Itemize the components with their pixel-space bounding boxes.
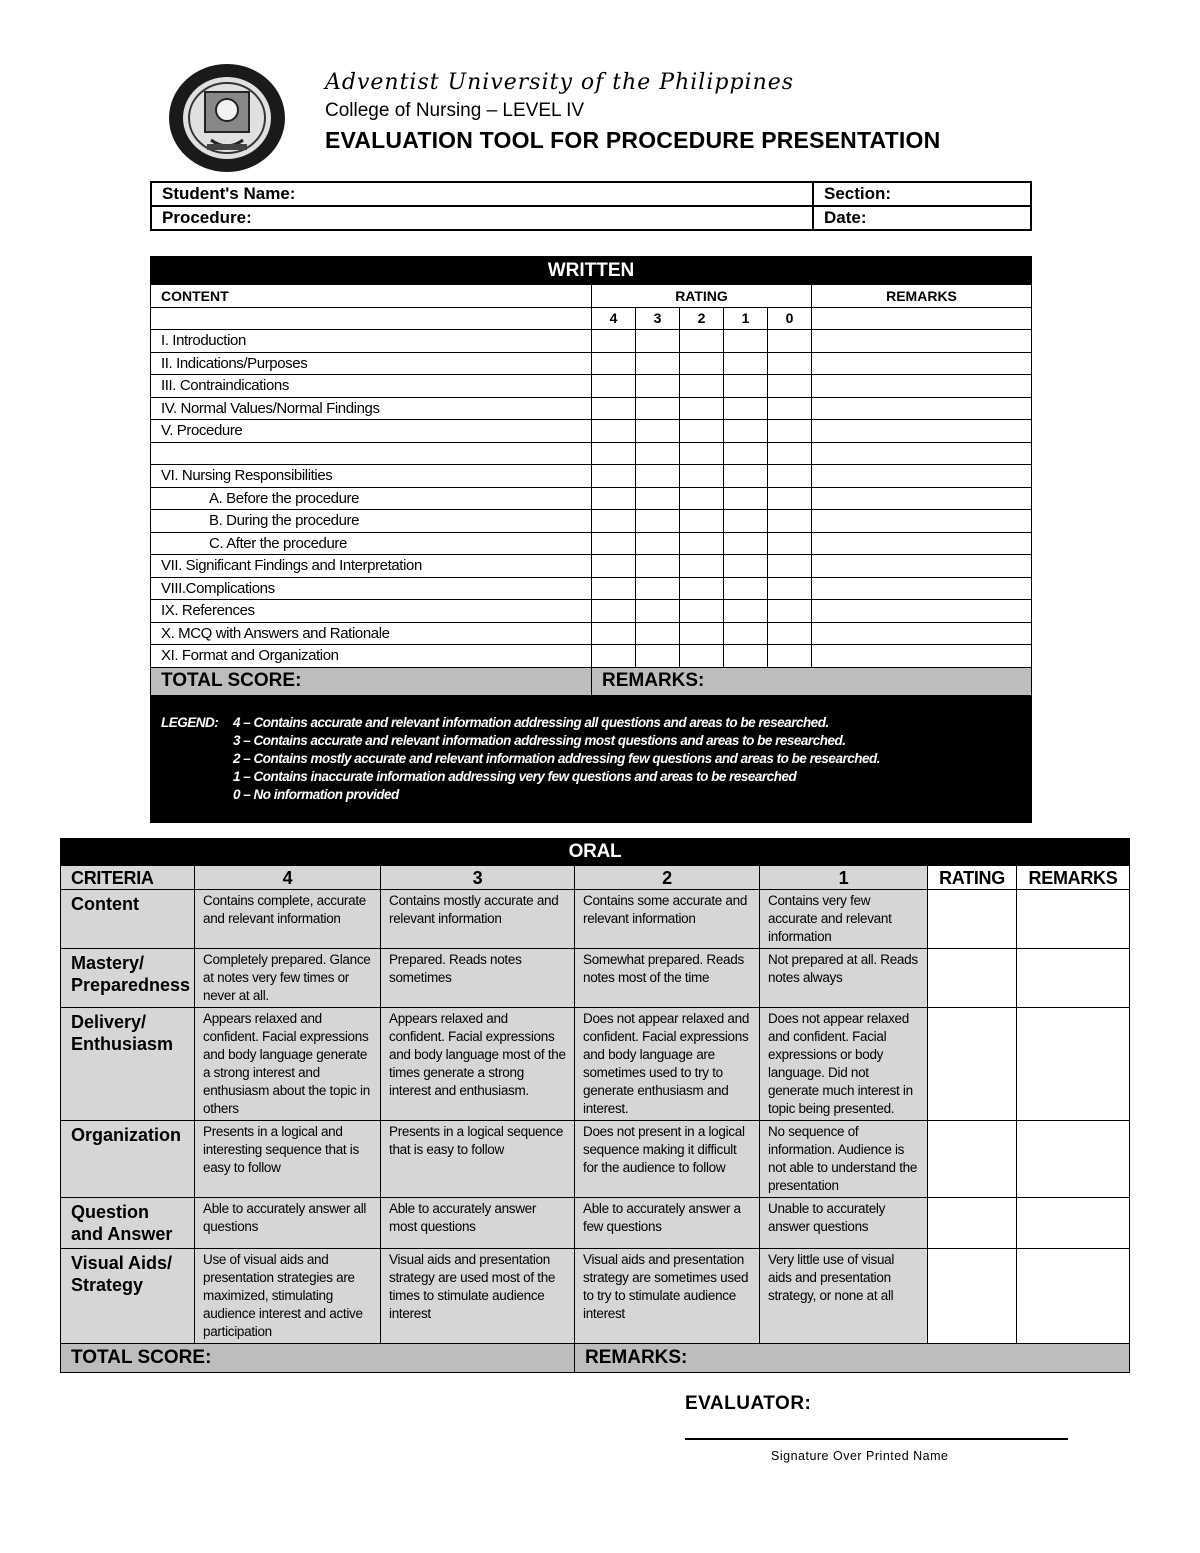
descriptor-3: Visual aids and presentation strategy are used most of the times to stimulate audience interest: [381, 1249, 575, 1344]
rating-cell[interactable]: [680, 622, 724, 645]
descriptor-2: Somewhat prepared. Reads notes most of the time: [575, 949, 760, 1008]
descriptor-3: Contains mostly accurate and relevant information: [381, 890, 575, 949]
rating-cell[interactable]: [724, 532, 768, 555]
rating-cell[interactable]: [680, 577, 724, 600]
criteria-label: Organization: [61, 1121, 195, 1198]
university-name: Adventist University of the Philippines: [325, 70, 795, 95]
rating-cell[interactable]: [636, 442, 680, 465]
rating-cell[interactable]: [680, 465, 724, 488]
written-item-label: VII. Significant Findings and Interpretation: [151, 555, 592, 578]
score-header: 2: [680, 307, 724, 330]
rating-cell[interactable]: [680, 442, 724, 465]
legend-line: 4 – Contains accurate and relevant information addressing all questions and areas to be researched.: [233, 714, 829, 730]
rating-cell[interactable]: [592, 645, 636, 668]
remarks-cell[interactable]: [1017, 949, 1130, 1008]
descriptor-2: Does not present in a logical sequence making it difficult for the audience to follow: [575, 1121, 760, 1198]
descriptor-4: Appears relaxed and confident. Facial expressions and body language generate a strong interest and enthusiasm about the topic in others: [195, 1008, 381, 1121]
written-item-label: VIII.Complications: [151, 577, 592, 600]
criteria-column-header: CRITERIA: [61, 866, 195, 890]
descriptor-2: Contains some accurate and relevant information: [575, 890, 760, 949]
rating-cell[interactable]: [928, 1198, 1017, 1249]
remarks-cell[interactable]: [812, 532, 1032, 555]
remarks-cell[interactable]: [1017, 1249, 1130, 1344]
rating-cell[interactable]: [636, 375, 680, 398]
rating-cell[interactable]: [680, 600, 724, 623]
rating-cell[interactable]: [636, 510, 680, 533]
remarks-cell[interactable]: [812, 397, 1032, 420]
written-item-row: [151, 352, 1032, 375]
rating-cell[interactable]: [768, 577, 812, 600]
rating-cell[interactable]: [592, 352, 636, 375]
oral-criteria-row: [61, 1121, 1130, 1198]
descriptor-4: Contains complete, accurate and relevant information: [195, 890, 381, 949]
signature-line[interactable]: [685, 1438, 1068, 1440]
rating-cell[interactable]: [636, 600, 680, 623]
written-item-row: [151, 555, 1032, 578]
procedure-field[interactable]: Procedure:: [151, 206, 813, 230]
rating-cell[interactable]: [768, 487, 812, 510]
remarks-cell[interactable]: [812, 420, 1032, 443]
legend-line: 2 – Contains mostly accurate and relevant information addressing few questions and areas to be researched.: [233, 750, 880, 766]
written-item-row: [151, 510, 1032, 533]
college-level: College of Nursing – LEVEL IV: [325, 100, 585, 121]
rating-cell[interactable]: [636, 465, 680, 488]
written-item-label: IX. References: [151, 600, 592, 623]
score-header: 3: [636, 307, 680, 330]
written-item-row: [151, 330, 1032, 353]
rating-cell[interactable]: [928, 1249, 1017, 1344]
descriptor-2: Visual aids and presentation strategy are sometimes used to try to stimulate audience interest: [575, 1249, 760, 1344]
rating-cell[interactable]: [724, 577, 768, 600]
legend-line: 3 – Contains accurate and relevant information addressing most questions and areas to be researched.: [233, 732, 846, 748]
oral-evaluation-table: [60, 838, 1130, 1373]
rating-cell[interactable]: [768, 352, 812, 375]
rating-cell[interactable]: [636, 352, 680, 375]
rating-cell[interactable]: [680, 375, 724, 398]
criteria-label: Mastery/ Preparedness: [61, 949, 195, 1008]
rating-cell[interactable]: [768, 397, 812, 420]
remarks-cell[interactable]: [1017, 1121, 1130, 1198]
written-item-label: VI. Nursing Responsibilities: [151, 465, 592, 488]
descriptor-3: Presents in a logical sequence that is easy to follow: [381, 1121, 575, 1198]
rating-cell[interactable]: [636, 330, 680, 353]
rating-cell[interactable]: [592, 442, 636, 465]
written-item-label: [151, 442, 592, 465]
oral-heading: ORAL: [61, 839, 1130, 866]
rating-cell[interactable]: [724, 330, 768, 353]
oral-criteria-row: [61, 890, 1130, 949]
descriptor-4: Presents in a logical and interesting sequence that is easy to follow: [195, 1121, 381, 1198]
blank-cell: [151, 307, 592, 330]
rating-cell[interactable]: [592, 330, 636, 353]
remarks-cell[interactable]: [812, 375, 1032, 398]
descriptor-4: Able to accurately answer all questions: [195, 1198, 381, 1249]
descriptor-3: Appears relaxed and confident. Facial expressions and body language most of the times generate a strong interest and enthusiasm.: [381, 1008, 575, 1121]
written-item-row: [151, 397, 1032, 420]
rating-cell[interactable]: [592, 465, 636, 488]
section-field[interactable]: Section:: [813, 182, 1031, 206]
score-header: 1: [724, 307, 768, 330]
rating-cell[interactable]: [768, 622, 812, 645]
rating-cell[interactable]: [680, 397, 724, 420]
written-item-label: B. During the procedure: [151, 510, 592, 533]
written-item-row: [151, 375, 1032, 398]
student-info-table: [150, 181, 1032, 231]
descriptor-4: Completely prepared. Glance at notes very few times or never at all.: [195, 949, 381, 1008]
rating-cell[interactable]: [928, 949, 1017, 1008]
remarks-cell[interactable]: [812, 555, 1032, 578]
written-total-score: TOTAL SCORE:: [151, 667, 592, 695]
date-field[interactable]: Date:: [813, 206, 1031, 230]
rating-cell[interactable]: [724, 397, 768, 420]
rating-cell[interactable]: [724, 420, 768, 443]
rating-column-header: RATING: [928, 866, 1017, 890]
evaluator-label: EVALUATOR:: [685, 1393, 812, 1414]
rating-cell[interactable]: [928, 1008, 1017, 1121]
written-item-row: [151, 577, 1032, 600]
rating-cell[interactable]: [724, 600, 768, 623]
written-item-row: [151, 600, 1032, 623]
rating-cell[interactable]: [636, 622, 680, 645]
remarks-cell[interactable]: [1017, 890, 1130, 949]
written-item-label: A. Before the procedure: [151, 487, 592, 510]
rating-cell[interactable]: [680, 420, 724, 443]
remarks-cell[interactable]: [812, 487, 1032, 510]
oral-criteria-row: [61, 949, 1130, 1008]
descriptor-2: Does not appear relaxed and confident. Facial expressions and body language are sometimes used to try to generate enthusiasm and interest.: [575, 1008, 760, 1121]
descriptor-1: Unable to accurately answer questions: [760, 1198, 928, 1249]
rating-cell[interactable]: [724, 465, 768, 488]
rating-cell[interactable]: [928, 890, 1017, 949]
rating-cell[interactable]: [636, 487, 680, 510]
written-item-row: [151, 465, 1032, 488]
rating-cell[interactable]: [592, 375, 636, 398]
rating-cell[interactable]: [636, 420, 680, 443]
rating-cell[interactable]: [680, 555, 724, 578]
remarks-cell[interactable]: [812, 442, 1032, 465]
rating-cell[interactable]: [592, 510, 636, 533]
written-item-label: IV. Normal Values/Normal Findings: [151, 397, 592, 420]
descriptor-1: Not prepared at all. Reads notes always: [760, 949, 928, 1008]
descriptor-1: Does not appear relaxed and confident. Facial expressions or body language. Did not generate much interest in topic being presented.: [760, 1008, 928, 1121]
rating-cell[interactable]: [680, 487, 724, 510]
oral-criteria-row: [61, 1198, 1130, 1249]
descriptor-1: Contains very few accurate and relevant information: [760, 890, 928, 949]
written-item-row: [151, 622, 1032, 645]
document-title: EVALUATION TOOL FOR PROCEDURE PRESENTATION: [325, 127, 941, 153]
rating-cell[interactable]: [592, 622, 636, 645]
rating-cell[interactable]: [768, 465, 812, 488]
rating-cell[interactable]: [592, 487, 636, 510]
remarks-column-header: REMARKS: [1017, 866, 1130, 890]
oral-remarks: REMARKS:: [575, 1344, 1130, 1373]
rating-cell[interactable]: [680, 510, 724, 533]
criteria-label: Content: [61, 890, 195, 949]
rating-cell[interactable]: [724, 622, 768, 645]
rating-cell[interactable]: [636, 645, 680, 668]
rating-column-header: RATING: [592, 285, 812, 308]
rating-cell[interactable]: [768, 420, 812, 443]
criteria-label: Visual Aids/ Strategy: [61, 1249, 195, 1344]
descriptor-3: Prepared. Reads notes sometimes: [381, 949, 575, 1008]
descriptor-2: Able to accurately answer a few questions: [575, 1198, 760, 1249]
rating-cell[interactable]: [724, 375, 768, 398]
written-evaluation-table: [150, 256, 1032, 823]
rating-cell[interactable]: [592, 397, 636, 420]
rating-cell[interactable]: [724, 487, 768, 510]
criteria-label: Delivery/ Enthusiasm: [61, 1008, 195, 1121]
rating-cell[interactable]: [680, 532, 724, 555]
remarks-cell[interactable]: [1017, 1198, 1130, 1249]
written-item-label: X. MCQ with Answers and Rationale: [151, 622, 592, 645]
rating-cell[interactable]: [768, 375, 812, 398]
remarks-cell[interactable]: [812, 330, 1032, 353]
written-item-row: [151, 420, 1032, 443]
university-seal-icon: [167, 62, 287, 174]
written-item-label: II. Indications/Purposes: [151, 352, 592, 375]
rating-cell[interactable]: [592, 555, 636, 578]
rating-cell[interactable]: [768, 330, 812, 353]
rating-cell[interactable]: [724, 352, 768, 375]
remarks-cell[interactable]: [1017, 1008, 1130, 1121]
descriptor-1: No sequence of information. Audience is not able to understand the presentation: [760, 1121, 928, 1198]
signature-caption: Signature Over Printed Name: [771, 1449, 949, 1463]
descriptor-1: Very little use of visual aids and presentation strategy, or none at all: [760, 1249, 928, 1344]
rating-cell[interactable]: [724, 645, 768, 668]
legend: [151, 695, 1032, 822]
remarks-column-header: REMARKS: [812, 285, 1032, 308]
rating-cell[interactable]: [724, 555, 768, 578]
legend-line: 0 – No information provided: [233, 786, 399, 802]
legend-line: 1 – Contains inaccurate information addressing very few questions and areas to be researched: [233, 768, 797, 784]
rating-cell[interactable]: [680, 330, 724, 353]
rating-cell[interactable]: [680, 352, 724, 375]
student-name-field[interactable]: Student's Name:: [151, 182, 813, 206]
rating-cell[interactable]: [680, 645, 724, 668]
rating-cell[interactable]: [768, 442, 812, 465]
oral-total-score: TOTAL SCORE:: [61, 1344, 575, 1373]
remarks-cell[interactable]: [812, 600, 1032, 623]
remarks-cell[interactable]: [812, 645, 1032, 668]
remarks-cell[interactable]: [812, 465, 1032, 488]
written-item-label: III. Contraindications: [151, 375, 592, 398]
oral-criteria-row: [61, 1008, 1130, 1121]
rating-cell[interactable]: [724, 510, 768, 533]
score-header: 0: [768, 307, 812, 330]
descriptor-3: Able to accurately answer most questions: [381, 1198, 575, 1249]
blank-cell: [812, 307, 1032, 330]
rating-cell[interactable]: [636, 397, 680, 420]
rating-cell[interactable]: [928, 1121, 1017, 1198]
score-1-header: 1: [760, 866, 928, 890]
score-header: 4: [592, 307, 636, 330]
rating-cell[interactable]: [636, 555, 680, 578]
written-item-label: I. Introduction: [151, 330, 592, 353]
remarks-cell[interactable]: [812, 622, 1032, 645]
written-item-label: XI. Format and Organization: [151, 645, 592, 668]
rating-cell[interactable]: [636, 532, 680, 555]
rating-cell[interactable]: [724, 442, 768, 465]
written-item-row: [151, 645, 1032, 668]
descriptor-4: Use of visual aids and presentation strategies are maximized, stimulating audience interest and active participation: [195, 1249, 381, 1344]
rating-cell[interactable]: [768, 510, 812, 533]
written-heading: WRITTEN: [151, 257, 1032, 285]
content-column-header: CONTENT: [151, 285, 592, 308]
rating-cell[interactable]: [768, 645, 812, 668]
rating-cell[interactable]: [768, 555, 812, 578]
legend-label: LEGEND:: [161, 714, 219, 730]
rating-cell[interactable]: [592, 532, 636, 555]
score-2-header: 2: [575, 866, 760, 890]
rating-cell[interactable]: [592, 600, 636, 623]
remarks-cell[interactable]: [812, 510, 1032, 533]
score-3-header: 3: [381, 866, 575, 890]
written-item-label: V. Procedure: [151, 420, 592, 443]
written-item-row: [151, 532, 1032, 555]
criteria-label: Question and Answer: [61, 1198, 195, 1249]
score-4-header: 4: [195, 866, 381, 890]
remarks-cell[interactable]: [812, 352, 1032, 375]
rating-cell[interactable]: [636, 577, 680, 600]
rating-cell[interactable]: [592, 420, 636, 443]
rating-cell[interactable]: [768, 600, 812, 623]
written-remarks: REMARKS:: [592, 667, 1032, 695]
rating-cell[interactable]: [768, 532, 812, 555]
remarks-cell[interactable]: [812, 577, 1032, 600]
rating-cell[interactable]: [592, 577, 636, 600]
written-item-row: [151, 487, 1032, 510]
written-item-row: [151, 442, 1032, 465]
written-item-label: C. After the procedure: [151, 532, 592, 555]
oral-criteria-row: [61, 1249, 1130, 1344]
